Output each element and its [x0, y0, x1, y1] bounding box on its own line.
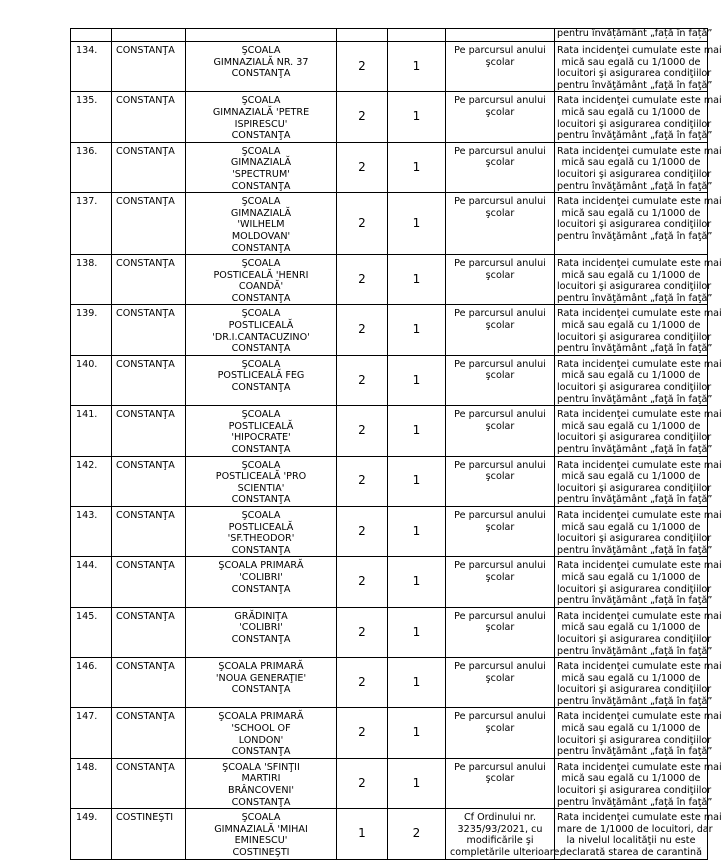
- locality-cell: CONSTANŢA: [112, 305, 186, 355]
- school-name-cell-line: 'SF.THEODOR': [227, 533, 295, 545]
- rule-cell-line: pentru învăţământ „faţă în faţă”: [557, 180, 713, 192]
- school-name-cell: [186, 355, 337, 405]
- period-cell: [446, 42, 555, 92]
- value-cell-a: 2: [337, 142, 388, 192]
- school-name-cell-line: GIMNAZIALĂ NR. 37: [213, 56, 309, 68]
- period-cell-line: Pe parcursul anului: [454, 196, 546, 208]
- school-name-cell-line: ŞCOALA: [241, 308, 281, 320]
- value-cell-b: 1: [388, 557, 446, 607]
- rule-cell-line: Rata incidenţei cumulate este mai: [557, 661, 722, 673]
- rule-cell-line: pentru învăţământ „faţă în faţă”: [557, 343, 713, 355]
- period-cell-line: şcolar: [485, 571, 515, 583]
- period-cell-line: Pe parcursul anului: [454, 95, 546, 107]
- rule-cell-line: locuitori şi asigurarea condiţiilor: [557, 219, 712, 231]
- table-row-fragment: [71, 29, 708, 42]
- school-name-cell: [186, 42, 337, 92]
- row-number: 144.: [71, 557, 112, 607]
- school-name-cell-line: CONSTANŢA: [231, 180, 291, 192]
- rule-cell: [555, 92, 722, 142]
- school-name-cell: [186, 255, 337, 305]
- period-cell-line: completările ulterioare,: [450, 847, 563, 858]
- school-name-cell-line: 'NOUA GENERAŢIE': [215, 672, 307, 684]
- table-row: [71, 607, 708, 657]
- school-name-cell: [186, 142, 337, 192]
- rule-cell-line: mică sau egală cu 1/1000 de: [561, 521, 701, 533]
- value-cell-a: 2: [337, 506, 388, 556]
- rule-cell-line: locuitori şi asigurarea condiţiilor: [557, 432, 712, 444]
- school-name-cell-line: CONSTANŢA: [231, 130, 291, 142]
- school-name-cell-line: GIMNAZIALĂ 'MIHAI: [214, 823, 308, 835]
- rule-cell: [555, 607, 722, 657]
- period-cell: [446, 305, 555, 355]
- rule-cell: [555, 28, 713, 42]
- rule-cell-line: locuitori şi asigurarea condiţiilor: [557, 684, 712, 696]
- value-cell-a: 2: [337, 92, 388, 142]
- period-cell-line: şcolar: [485, 420, 515, 432]
- row-number: 145.: [71, 607, 112, 657]
- period-cell-line: Pe parcursul anului: [454, 45, 546, 56]
- rule-cell-line: mică sau egală cu 1/1000 de: [561, 56, 701, 68]
- school-name-cell-line: GRĂDINIŢA: [234, 610, 288, 622]
- period-cell-line: Pe parcursul anului: [454, 509, 546, 521]
- table-row: [71, 708, 708, 758]
- school-name-cell-line: 'COLIBRI': [239, 622, 283, 634]
- rule-cell-line: Rata incidenţei cumulate este mai: [557, 308, 722, 320]
- rule-cell-line: pentru învăţământ „faţă în faţă”: [557, 230, 713, 242]
- period-cell-line: Pe parcursul anului: [454, 661, 546, 673]
- period-cell: [446, 809, 563, 859]
- rule-cell-line: mică sau egală cu 1/1000 de: [561, 672, 701, 684]
- value-cell-a: 2: [337, 42, 388, 92]
- period-cell-line: Cf Ordinului nr.: [463, 812, 537, 824]
- value-cell-b: 1: [388, 658, 446, 708]
- period-cell: [446, 193, 555, 255]
- school-name-cell-line: CONSTANŢA: [231, 583, 291, 595]
- rule-cell-line: pentru învăţământ „faţă în faţă”: [557, 645, 713, 657]
- school-name-cell-line: POSTLICEALĂ: [228, 420, 294, 432]
- rule-cell-line: mică sau egală cu 1/1000 de: [561, 106, 701, 118]
- value-cell-b: 1: [388, 708, 446, 758]
- rule-cell-line: locuitori şi asigurarea condiţiilor: [557, 734, 712, 746]
- row-number: 141.: [71, 406, 112, 456]
- rule-cell-line: pentru învăţământ „faţă în faţă”: [557, 494, 713, 506]
- rule-cell-line: Rata incidenţei cumulate este mai: [557, 145, 722, 157]
- rule-cell: [555, 406, 722, 456]
- value-cell-b: 1: [388, 456, 446, 506]
- school-name-cell-line: CONSTANŢA: [231, 444, 291, 455]
- period-cell-line: Pe parcursul anului: [454, 610, 546, 622]
- period-cell: [446, 456, 555, 506]
- school-name-cell-line: POSTLICEALĂ: [228, 521, 294, 533]
- locality-cell: CONSTANŢA: [112, 506, 186, 556]
- table-row: [71, 456, 708, 506]
- rule-cell-line: pentru învăţământ „faţă în faţă”: [557, 393, 713, 405]
- rule-line: pentru învățământ „față în față”: [557, 28, 713, 39]
- value-cell-a: 2: [337, 557, 388, 607]
- period-cell-line: şcolar: [485, 672, 515, 684]
- rule-cell: [555, 758, 722, 808]
- school-name-cell-line: CONSTANŢA: [231, 242, 291, 254]
- value-cell-b: 1: [388, 758, 446, 808]
- rule-cell-line: Rata incidenţei cumulate este mai: [557, 711, 722, 723]
- school-name-cell-line: ISPIRESCU': [234, 118, 288, 130]
- value-cell-a: 2: [337, 255, 388, 305]
- period-cell-line: şcolar: [485, 521, 515, 533]
- value-cell-b: 1: [388, 92, 446, 142]
- period-cell-line: Pe parcursul anului: [454, 258, 546, 270]
- locality-cell: CONSTANŢA: [112, 42, 186, 92]
- period-cell: [446, 355, 555, 405]
- row-number: 136.: [71, 142, 112, 192]
- period-cell-line: 3235/93/2021, cu: [457, 823, 543, 835]
- rule-cell-line: mică sau egală cu 1/1000 de: [561, 269, 701, 281]
- rule-cell: [555, 809, 722, 859]
- locality-cell: CONSTANŢA: [112, 456, 186, 506]
- school-name-cell-line: COSTINEŞTI: [232, 847, 290, 858]
- table-row: [71, 92, 708, 142]
- table-row: [71, 758, 708, 808]
- period-cell-line: şcolar: [485, 56, 515, 68]
- school-name-cell-line: 'HIPOCRATE': [231, 432, 291, 444]
- school-name-cell-line: ŞCOALA: [241, 812, 281, 824]
- school-name-cell: [186, 193, 337, 255]
- value-cell-a: 2: [337, 305, 388, 355]
- row-number: 139.: [71, 305, 112, 355]
- rule-cell: [555, 506, 722, 556]
- school-name-cell-line: CONSTANŢA: [231, 684, 291, 696]
- school-name-cell-line: ŞCOALA: [241, 409, 281, 421]
- value-cell-a: 2: [337, 406, 388, 456]
- school-name-cell: [186, 406, 337, 456]
- locality-cell: CONSTANŢA: [112, 607, 186, 657]
- rule-cell-line: locuitori şi asigurarea condiţiilor: [557, 382, 712, 394]
- locality-cell: CONSTANŢA: [112, 557, 186, 607]
- locality-cell: CONSTANŢA: [112, 406, 186, 456]
- value-cell-a: 2: [337, 456, 388, 506]
- rule-cell-line: locuitori şi asigurarea condiţiilor: [557, 633, 712, 645]
- table-row: [71, 658, 708, 708]
- value-cell-b: 2: [388, 809, 446, 859]
- rule-cell-line: Rata incidenţei cumulate este mai: [557, 761, 722, 773]
- period-cell: [446, 607, 555, 657]
- school-name-cell-line: POSTLICEALĂ FEG: [217, 370, 305, 382]
- school-name-cell-line: GIMNAZIALĂ 'PETRE: [212, 106, 310, 118]
- period-cell-line: Pe parcursul anului: [454, 358, 546, 370]
- table-row: [71, 557, 708, 607]
- period-cell-line: şcolar: [485, 773, 515, 785]
- locality-cell: CONSTANŢA: [112, 142, 186, 192]
- rule-cell-line: locuitori şi asigurarea condiţiilor: [557, 331, 712, 343]
- value-cell-a: 2: [337, 758, 388, 808]
- value-cell-b: 1: [388, 255, 446, 305]
- rule-cell-line: locuitori şi asigurarea condiţiilor: [557, 533, 712, 545]
- school-name-cell-line: 'DR.I.CANTACUZINO': [212, 331, 310, 343]
- school-name-cell-line: 'SPECTRUM': [232, 168, 290, 180]
- school-name-cell-line: CONSTANŢA: [231, 796, 291, 808]
- school-name-cell-line: POSTLICEALĂ 'PRO: [215, 471, 307, 483]
- period-cell: [446, 92, 555, 142]
- row-number: 142.: [71, 456, 112, 506]
- rule-cell-line: mică sau egală cu 1/1000 de: [561, 370, 701, 382]
- school-name-cell-line: ŞCOALA: [241, 258, 281, 270]
- rule-cell: [555, 708, 722, 758]
- table-row: [71, 506, 708, 556]
- locality-cell: CONSTANŢA: [112, 708, 186, 758]
- rule-cell-line: pentru învăţământ „faţă în faţă”: [557, 796, 713, 808]
- school-name-cell: [186, 758, 337, 808]
- school-name-cell: [186, 607, 337, 657]
- school-name-cell: [186, 557, 337, 607]
- rule-cell-line: Rata incidenţei cumulate este mai: [557, 610, 722, 622]
- schools-table: [70, 28, 722, 860]
- table-row: [71, 193, 708, 255]
- school-name-cell: [186, 658, 337, 708]
- school-name-cell-line: ŞCOALA: [241, 145, 281, 157]
- school-name-cell: [186, 809, 337, 859]
- rule-cell-line: mică sau egală cu 1/1000 de: [561, 622, 701, 634]
- period-cell-line: şcolar: [485, 370, 515, 382]
- school-name-cell-line: ŞCOALA: [241, 95, 281, 107]
- period-cell: [446, 708, 555, 758]
- table-row: [71, 142, 708, 192]
- rule-cell-line: locuitori şi asigurarea condiţiilor: [557, 281, 712, 293]
- period-cell: [446, 255, 555, 305]
- rule-cell-line: mică sau egală cu 1/1000 de: [561, 471, 701, 483]
- school-name-cell: [186, 92, 337, 142]
- school-name-cell-line: POSTICEALĂ 'HENRI: [213, 269, 309, 281]
- period-cell: [446, 406, 555, 456]
- value-cell-b: 1: [388, 305, 446, 355]
- row-number: 143.: [71, 506, 112, 556]
- rule-cell-line: Rata incidenţei cumulate este mai: [557, 509, 722, 521]
- school-name-cell-line: ŞCOALA: [241, 196, 281, 208]
- value-cell-a: 2: [337, 193, 388, 255]
- row-number: 135.: [71, 92, 112, 142]
- period-cell-line: Pe parcursul anului: [454, 459, 546, 471]
- value-cell-b: 1: [388, 193, 446, 255]
- school-name-cell-line: CONSTANŢA: [231, 494, 291, 506]
- value-cell-b: 1: [388, 142, 446, 192]
- period-cell-line: Pe parcursul anului: [454, 145, 546, 157]
- rule-cell-line: mică sau egală cu 1/1000 de: [561, 420, 701, 432]
- school-name-cell-line: GIMNAZIALĂ: [230, 207, 292, 219]
- rule-cell-line: pentru învăţământ „faţă în faţă”: [557, 595, 713, 607]
- value-cell-b: 1: [388, 506, 446, 556]
- value-cell-b: 1: [388, 607, 446, 657]
- rule-cell-line: mare de 1/1000 de locuitori, dar: [557, 823, 713, 835]
- locality-cell: CONSTANŢA: [112, 193, 186, 255]
- row-number: 148.: [71, 758, 112, 808]
- school-name-cell: [186, 708, 337, 758]
- value-cell-a: 2: [337, 355, 388, 405]
- school-name-cell-line: EMINESCU': [234, 835, 288, 847]
- school-name-cell-line: SCIENTIA': [237, 482, 285, 494]
- period-cell: [446, 557, 555, 607]
- rule-cell-line: Rata incidenţei cumulate este mai: [557, 196, 722, 208]
- rule-cell: [555, 355, 722, 405]
- period-cell-line: Pe parcursul anului: [454, 560, 546, 572]
- value-cell-b: 1: [388, 406, 446, 456]
- rule-cell-line: Rata incidenţei cumulate este mai: [557, 358, 722, 370]
- rule-cell-line: pentru învăţământ „faţă în faţă”: [557, 746, 713, 758]
- period-cell-line: Pe parcursul anului: [454, 711, 546, 723]
- school-name-cell: [186, 456, 337, 506]
- table-row: [71, 809, 708, 859]
- period-cell-line: şcolar: [485, 723, 515, 735]
- rule-cell-line: Rata incidenţei cumulate este mai: [557, 560, 722, 572]
- row-number: 134.: [71, 42, 112, 92]
- locality-cell: CONSTANŢA: [112, 92, 186, 142]
- locality-cell: CONSTANŢA: [112, 758, 186, 808]
- period-cell-line: Pe parcursul anului: [454, 308, 546, 320]
- rule-cell-line: Rata incidenţei cumulate este mai: [557, 459, 722, 471]
- rule-cell: [555, 658, 722, 708]
- table-row: [71, 42, 708, 92]
- table-row: [71, 305, 708, 355]
- rule-cell-line: mică sau egală cu 1/1000 de: [561, 723, 701, 735]
- school-name-cell-line: CONSTANŢA: [231, 68, 291, 80]
- rule-cell: [555, 557, 722, 607]
- school-name-cell-line: ŞCOALA: [241, 45, 281, 56]
- locality-cell: CONSTANŢA: [112, 255, 186, 305]
- school-name-cell-line: ŞCOALA: [241, 459, 281, 471]
- school-name-cell-line: 'COLIBRI': [239, 571, 283, 583]
- locality-cell: CONSTANŢA: [112, 355, 186, 405]
- school-name-cell: [186, 305, 337, 355]
- rule-cell-line: locuitori şi asigurarea condiţiilor: [557, 583, 712, 595]
- rule-cell-line: pentru învăţământ „faţă în faţă”: [557, 695, 713, 707]
- school-name-cell-line: COANDĂ': [238, 281, 284, 293]
- rule-cell-line: mică sau egală cu 1/1000 de: [561, 207, 701, 219]
- row-number: 137.: [71, 193, 112, 255]
- rule-cell-line: Rata incidenţei cumulate este mai: [557, 95, 722, 107]
- value-cell-a: 2: [337, 607, 388, 657]
- school-name-cell-line: ŞCOALA PRIMARĂ: [218, 711, 304, 723]
- rule-cell-line: locuitori şi asigurarea condiţiilor: [557, 482, 712, 494]
- rule-cell-line: mică sau egală cu 1/1000 de: [561, 571, 701, 583]
- rule-cell-line: Rata incidenţei cumulate este mai: [557, 45, 722, 56]
- row-number: 138.: [71, 255, 112, 305]
- rule-cell-line: mică sau egală cu 1/1000 de: [561, 773, 701, 785]
- row-number: 147.: [71, 708, 112, 758]
- rule-cell-line: declarată starea de carantină: [559, 847, 702, 858]
- period-cell-line: şcolar: [485, 622, 515, 634]
- period-cell-line: şcolar: [485, 320, 515, 332]
- period-cell-line: şcolar: [485, 106, 515, 118]
- value-cell-b: 1: [388, 42, 446, 92]
- row-number: 149.: [71, 809, 112, 859]
- school-name-cell-line: CONSTANŢA: [231, 292, 291, 304]
- table-row: [71, 255, 708, 305]
- school-name-cell-line: CONSTANŢA: [231, 746, 291, 758]
- period-cell: [446, 658, 555, 708]
- rule-cell: [555, 42, 722, 92]
- locality-cell: CONSTANŢA: [112, 658, 186, 708]
- table-row: [71, 355, 708, 405]
- rule-cell-line: Rata incidenţei cumulate este mai: [557, 812, 722, 824]
- value-cell-a: 2: [337, 708, 388, 758]
- school-name-cell-line: 'SCHOOL OF: [231, 723, 291, 735]
- rule-cell: [555, 255, 722, 305]
- school-name-cell-line: CONSTANŢA: [231, 544, 291, 556]
- school-name-cell-line: CONSTANŢA: [231, 633, 291, 645]
- rule-cell-line: Rata incidenţei cumulate este mai: [557, 258, 722, 270]
- rule-cell-line: pentru învăţământ „faţă în faţă”: [557, 130, 713, 142]
- table-row: [71, 406, 708, 456]
- rule-cell-line: mică sau egală cu 1/1000 de: [561, 320, 701, 332]
- school-name-cell-line: ŞCOALA: [241, 509, 281, 521]
- rule-cell-line: locuitori şi asigurarea condiţiilor: [557, 168, 712, 180]
- school-name-cell-line: ŞCOALA: [241, 358, 281, 370]
- school-name-cell-line: ŞCOALA PRIMARĂ: [218, 560, 304, 572]
- period-cell: [446, 758, 555, 808]
- school-name-cell-line: POSTLICEALĂ: [228, 320, 294, 332]
- school-name-cell: [186, 506, 337, 556]
- rule-cell-line: Rata incidenţei cumulate este mai: [557, 409, 722, 421]
- period-cell: [446, 142, 555, 192]
- school-name-cell-line: ŞCOALA PRIMARĂ: [218, 661, 304, 673]
- school-name-cell-line: ŞCOALA 'SFINŢII: [222, 761, 300, 773]
- school-name-cell-line: MOLDOVAN': [231, 230, 291, 242]
- value-cell-b: 1: [388, 355, 446, 405]
- school-name-cell-line: CONSTANŢA: [231, 343, 291, 355]
- period-cell-line: Pe parcursul anului: [454, 409, 546, 421]
- rule-cell: [555, 142, 722, 192]
- rule-cell-line: locuitori şi asigurarea condiţiilor: [557, 68, 712, 80]
- rule-cell-line: la nivelul localităţii nu este: [566, 835, 696, 847]
- value-cell-a: 1: [337, 809, 388, 859]
- school-name-cell-line: LONDON': [238, 734, 284, 746]
- rule-cell-line: locuitori şi asigurarea condiţiilor: [557, 785, 712, 797]
- rule-cell: [555, 193, 722, 255]
- period-cell-line: şcolar: [485, 471, 515, 483]
- school-name-cell-line: BRÂNCOVENI': [228, 785, 294, 797]
- period-cell-line: Pe parcursul anului: [454, 761, 546, 773]
- rule-cell-line: mică sau egală cu 1/1000 de: [561, 157, 701, 169]
- rule-cell: [555, 456, 722, 506]
- row-number: 146.: [71, 658, 112, 708]
- school-name-cell-line: GIMNAZIALĂ: [230, 157, 292, 169]
- period-cell: [446, 506, 555, 556]
- value-cell-a: 2: [337, 658, 388, 708]
- rule-cell: [555, 305, 722, 355]
- rule-cell-line: locuitori şi asigurarea condiţiilor: [557, 118, 712, 130]
- rule-cell-line: pentru învăţământ „faţă în faţă”: [557, 544, 713, 556]
- school-name-cell-line: MARTIRI: [241, 773, 281, 785]
- school-name-cell-line: 'WILHELM: [237, 219, 285, 231]
- rule-cell-line: pentru învăţământ „faţă în faţă”: [557, 79, 713, 91]
- period-cell-line: şcolar: [485, 157, 515, 169]
- school-name-cell-line: CONSTANŢA: [231, 382, 291, 394]
- period-cell-line: modificările şi: [466, 835, 534, 847]
- rule-cell-line: pentru învăţământ „faţă în faţă”: [557, 292, 713, 304]
- period-cell-line: şcolar: [485, 207, 515, 219]
- locality-cell: COSTINEŞTI: [112, 809, 186, 859]
- period-cell-line: şcolar: [485, 269, 515, 281]
- row-number: 140.: [71, 355, 112, 405]
- rule-cell-line: pentru învăţământ „faţă în faţă”: [557, 444, 713, 455]
